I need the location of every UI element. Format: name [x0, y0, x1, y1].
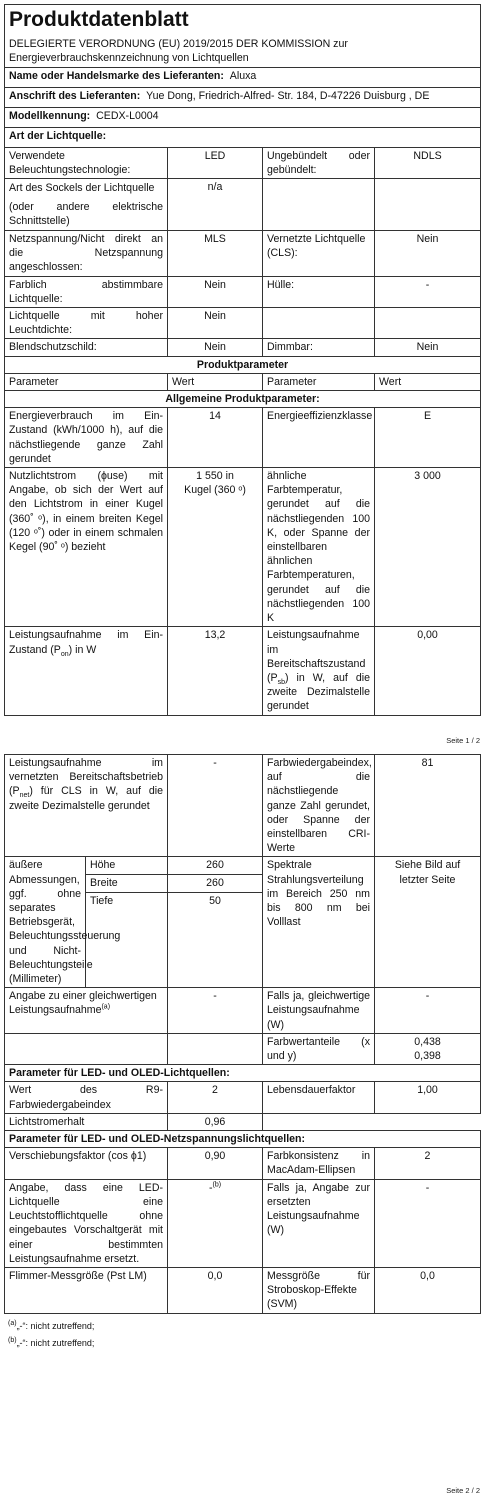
flicker-value: 0,0	[168, 1267, 263, 1313]
equiv-label-text: Angabe zu einer gleichwertigen Leistungsaufnahme	[9, 990, 157, 1017]
supplier-address-row	[5, 88, 481, 108]
regulation-text: DELEGIERTE VERORDNUNG (EU) 2019/2015 DER KOMMISSION zur Energieverbrauchskennzeichnung von Lichtquellen	[9, 38, 348, 64]
color-tunable-value: Nein	[168, 276, 263, 307]
equiv-sup: (a)	[101, 1003, 111, 1011]
macadam-value: 2	[375, 1148, 481, 1179]
pnet-label-a: Leistungsaufnahme im vernetzten Bereitschaftsbetrieb (P	[9, 757, 163, 798]
model-id: CEDX-L0004	[96, 110, 159, 122]
param-header-2: Parameter	[263, 373, 375, 390]
r9-label: Wert des R9-Farbwiedergabeindex	[5, 1082, 168, 1113]
glare-value: Nein	[168, 339, 263, 356]
socket-label: Art des Sockels der Lichtquelle	[9, 182, 155, 195]
pnet-label	[5, 755, 168, 857]
equiv-value: -	[168, 988, 263, 1034]
cls-value: Nein	[375, 231, 481, 277]
supplier-address: Yue Dong, Friedrich-Alfred- Str. 184, D-47226 Duisburg , DE	[146, 90, 430, 102]
height-value: 260	[168, 857, 263, 875]
svm-value: 0,0	[375, 1267, 481, 1313]
envelope-value: -	[375, 276, 481, 307]
model-label: Modellkennung:	[9, 110, 91, 122]
width-label: Breite	[86, 875, 168, 893]
supplier-name: Aluxa	[229, 70, 257, 82]
unbundled-value: NDLS	[375, 148, 481, 179]
supplier-name-label: Name oder Handelsmarke des Lieferanten:	[9, 70, 224, 82]
equiv-power-value: -	[375, 988, 481, 1034]
psb-sub: sb	[277, 679, 285, 687]
socket-value: n/a	[168, 179, 263, 231]
replacement-sup: (b)	[212, 1181, 222, 1189]
height-label: Höhe	[86, 857, 168, 875]
footnote-b-sup: (b)	[8, 1336, 17, 1344]
replacement-label: Angabe, dass eine LED-Lichtquelle eine Leuchtstofflichtquelle ohne eingebautes Vorschaltgerät mit einer bestimmten Leistungsaufnahme ersetzt.	[5, 1179, 168, 1267]
socket-label-2: (oder andere elektrische Schnittstelle)	[9, 200, 163, 227]
footnote-a	[8, 1320, 480, 1333]
pnet-value: -	[168, 755, 263, 857]
param-header: Parameter	[5, 373, 168, 390]
cos-value: 0,90	[168, 1148, 263, 1179]
chroma-x: 0,438	[414, 1035, 441, 1048]
color-tunable-label: Farblich abstimmbare Lichtquelle:	[5, 276, 168, 307]
tech-label: Verwendete Beleuchtungstechnologie:	[5, 148, 168, 179]
replacement-power-label: Falls ja, Angabe zur ersetzten Leistungsaufnahme (W)	[263, 1179, 375, 1267]
mains-label: Netzspannung/Nicht direkt an die Netzspannung angeschlossen:	[5, 231, 168, 277]
page-1-footer: Seite 1 / 2	[446, 736, 480, 745]
energy-label: Energieverbrauch im Ein-Zustand (kWh/1000 h), auf die nächstliegende ganze Zahl gerundet	[5, 408, 168, 468]
pon-value: 13,2	[168, 627, 263, 715]
pon-sub: on	[60, 650, 69, 658]
svm-label: Messgröße für Stroboskop-Effekte (SVM)	[263, 1267, 375, 1313]
pon-label-b: ) in W	[68, 643, 97, 656]
replacement-power-value: -	[375, 1179, 481, 1267]
psb-label-a: Leistungsaufnahme im Bereitschaftszustand (P	[267, 629, 366, 684]
chroma-value	[375, 1033, 481, 1064]
unbundled-label: Ungebündelt oder gebündelt:	[263, 148, 375, 179]
macadam-label: Farbkonsistenz in MacAdam-Ellipsen	[263, 1148, 375, 1179]
product-sheet-table-1	[4, 4, 481, 716]
high-luminance-value: Nein	[168, 308, 263, 339]
flux-value-1: 1 550 in	[196, 470, 234, 483]
cos-label: Verschiebungsfaktor (cos ϕ1)	[5, 1148, 168, 1179]
value-header: Wert	[168, 373, 263, 390]
cct-value: 3 000	[375, 468, 481, 627]
cls-label: Vernetzte Lichtquelle (CLS):	[263, 231, 375, 277]
led-mains-params-heading: Parameter für LED- und OLED-Netzspannungslichtquellen:	[5, 1131, 481, 1148]
light-type-heading: Art der Lichtquelle:	[5, 128, 481, 148]
psb-label-b: ) in W, auf die zweite Dezimalstelle gerundet	[267, 671, 370, 713]
mains-value: MLS	[168, 231, 263, 277]
page-1	[4, 4, 480, 716]
footnote-a-text: „-“: nicht zutreffend;	[16, 1320, 95, 1331]
psb-value: 0,00	[375, 627, 481, 715]
chroma-label: Farbwertanteile (x und y)	[263, 1033, 375, 1064]
footnote-b-text: „-“: nicht zutreffend;	[16, 1337, 95, 1348]
energy-class-value: E	[375, 408, 481, 468]
model-row	[5, 108, 481, 128]
footnote-b	[8, 1337, 480, 1350]
dimmable-label: Dimmbar:	[263, 339, 375, 356]
dimmable-value: Nein	[375, 339, 481, 356]
glare-label: Blendschutzschild:	[5, 339, 168, 356]
page-2-footer: Seite 2 / 2	[446, 1486, 480, 1495]
replacement-value	[168, 1179, 263, 1267]
survival-label: Lebensdauerfaktor	[263, 1082, 375, 1113]
flicker-label: Flimmer-Messgröße (Pst LM)	[5, 1267, 168, 1313]
flux-value-2: Kugel (360 ᵒ)	[184, 484, 246, 497]
maintenance-label: Lichtstromerhalt	[5, 1113, 168, 1130]
product-sheet-table-2	[4, 754, 481, 1314]
energy-class-label: Energieeffizienzklasse	[263, 408, 375, 468]
depth-label: Tiefe	[86, 893, 168, 988]
pon-label-a: Leistungsaufnahme im Ein-Zustand (P	[9, 629, 163, 656]
spd-value: Siehe Bild auf letzter Seite	[375, 857, 481, 988]
chroma-y: 0,398	[414, 1050, 441, 1063]
maintenance-value: 0,96	[168, 1113, 263, 1130]
cct-label: ähnliche Farbtemperatur, gerundet auf die nächstliegenden 100 K, oder Spanne der einstellbaren ähnlichen Farbtemperaturen, gerundet auf die nächstliegenden 100 K	[263, 468, 375, 627]
survival-value: 1,00	[375, 1082, 481, 1113]
pnet-label-b: ) für CLS in W, auf die zweite Dezimalstelle gerundet	[9, 785, 163, 812]
product-params-heading: Produktparameter	[5, 356, 481, 373]
cri-value: 81	[375, 755, 481, 857]
equiv-power-label: Falls ja, gleichwertige Leistungsaufnahme (W)	[263, 988, 375, 1034]
supplier-name-row	[5, 68, 481, 88]
energy-value: 14	[168, 408, 263, 468]
envelope-label: Hülle:	[263, 276, 375, 307]
flux-value	[168, 468, 263, 627]
psb-label	[263, 627, 375, 715]
dimensions-label: äußere Abmessungen, ggf. ohne separates Betriebsgerät, Beleuchtungssteuerung und Nicht-Beleuchtungsteile (Millimeter)	[5, 857, 86, 988]
tech-value: LED	[168, 148, 263, 179]
high-luminance-label: Lichtquelle mit hoher Leuchtdichte:	[5, 308, 168, 339]
spd-label: Spektrale Strahlungsverteilung im Bereich 250 nm bis 800 nm bei Volllast	[263, 857, 375, 988]
value-header-2: Wert	[375, 373, 481, 390]
led-params-heading: Parameter für LED- und OLED-Lichtquellen:	[5, 1065, 481, 1082]
flux-label: Nutzlichtstrom (ϕuse) mit Angabe, ob sich der Wert auf den Lichtstrom in einer Kugel (360˚ ᵒ), in einem breiten Kegel (120 ᵒ˚) oder in einem schmalen Kegel (90˚ ᵒ) bezieht	[5, 468, 168, 627]
footnote-a-sup: (a)	[8, 1319, 17, 1327]
replacement-dash: -	[208, 1181, 213, 1194]
cri-label: Farbwiedergabeindex, auf die nächstliegende ganze Zahl gerundet, oder Spanne der einstellbaren CRI-Werte	[263, 755, 375, 857]
pnet-sub: net	[19, 792, 30, 800]
depth-value: 50	[168, 893, 263, 988]
width-value: 260	[168, 875, 263, 893]
supplier-address-label: Anschrift des Lieferanten:	[9, 90, 141, 102]
equiv-label	[5, 988, 168, 1034]
general-params-heading: Allgemeine Produktparameter:	[5, 391, 481, 408]
pon-label	[5, 627, 168, 715]
page-2	[4, 754, 480, 1350]
r9-value: 2	[168, 1082, 263, 1113]
page-title: Produktdatenblatt	[9, 8, 189, 31]
